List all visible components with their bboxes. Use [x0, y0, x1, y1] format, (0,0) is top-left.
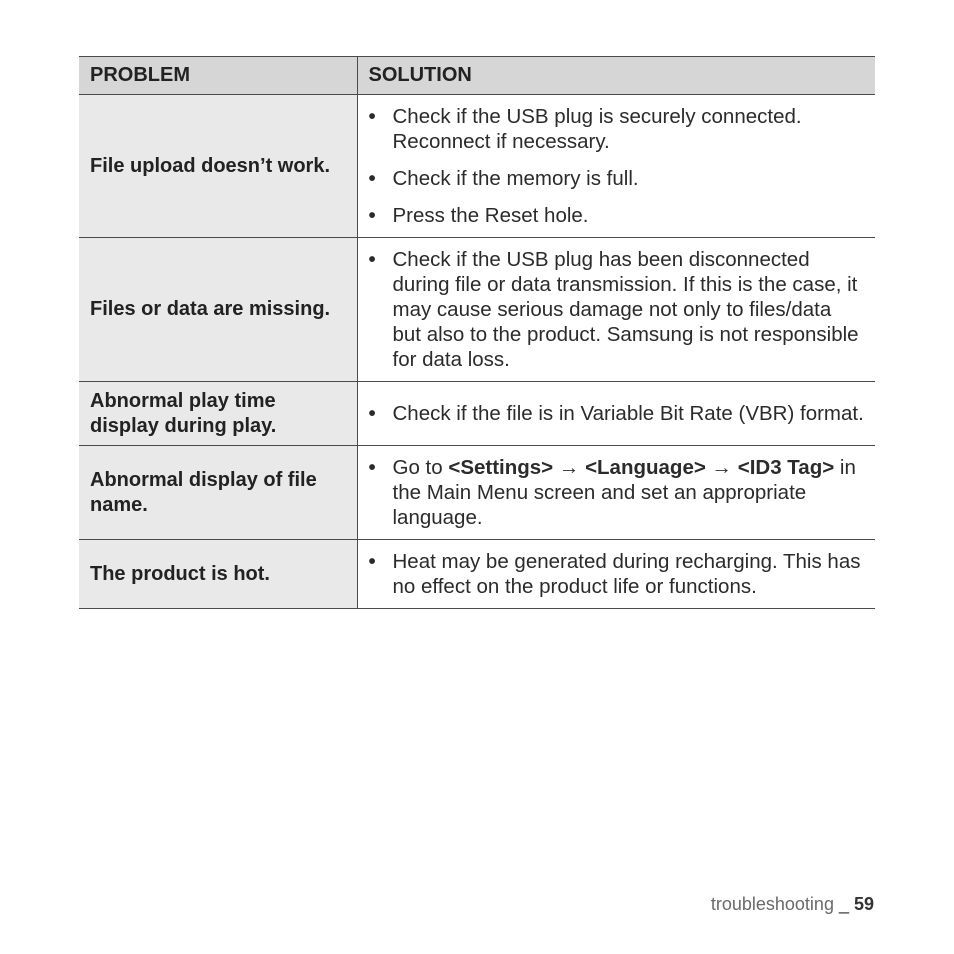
arrow-icon: →: [705, 456, 738, 479]
solution-list: [369, 401, 865, 426]
solution-cell: [357, 95, 875, 238]
problem-cell: Files or data are missing.: [79, 238, 357, 382]
solution-cell: [357, 540, 875, 609]
solution-list: [369, 455, 865, 530]
problem-column-header: PROBLEM: [79, 57, 357, 95]
table-row: [79, 238, 875, 382]
solution-cell: [357, 238, 875, 382]
troubleshooting-table: [79, 56, 875, 609]
solution-item: • Heat may be generated during recharging. This has no effect on the product life or functions.: [369, 549, 865, 599]
solution-item: • Check if the USB plug is securely connected. Reconnect if necessary.: [369, 104, 865, 154]
table-row: [79, 95, 875, 238]
table-header-row: [79, 57, 875, 95]
table-row: [79, 446, 875, 540]
solution-item: • Check if the USB plug has been disconnected during file or data transmission. If this is the case, it may cause serious damage not only to files/data but also to the product. Samsung is not responsible for data loss.: [369, 247, 865, 372]
menu-path-language: <Language>: [585, 456, 706, 479]
problem-cell: The product is hot.: [79, 540, 357, 609]
solution-cell: [357, 446, 875, 540]
solution-text: in the Main Menu screen and set an appropriate language.: [392, 456, 856, 529]
solution-item: • Check if the file is in Variable Bit Rate (VBR) format.: [369, 401, 865, 426]
problem-cell: File upload doesn’t work.: [79, 95, 357, 238]
solution-list: [369, 549, 865, 599]
table-row: [79, 382, 875, 446]
page-number: 59: [853, 894, 874, 914]
problem-cell: Abnormal display of file name.: [79, 446, 357, 540]
footer-separator: _: [833, 894, 854, 914]
solution-item: [369, 455, 865, 530]
page-footer: [711, 894, 874, 915]
solution-item: • Check if the memory is full.: [369, 166, 865, 191]
arrow-icon: →: [553, 456, 586, 479]
menu-path-settings: <Settings>: [448, 456, 554, 479]
solution-text: Go to: [392, 456, 449, 479]
solution-cell: [357, 382, 875, 446]
menu-path-id3-tag: <ID3 Tag>: [737, 456, 835, 479]
solution-column-header: SOLUTION: [357, 57, 875, 95]
table-row: [79, 540, 875, 609]
solution-list: [369, 104, 865, 228]
footer-section-label: troubleshooting: [710, 894, 834, 914]
solution-list: [369, 247, 865, 372]
problem-cell: Abnormal play time display during play.: [79, 382, 357, 446]
solution-item: • Press the Reset hole.: [369, 203, 865, 228]
